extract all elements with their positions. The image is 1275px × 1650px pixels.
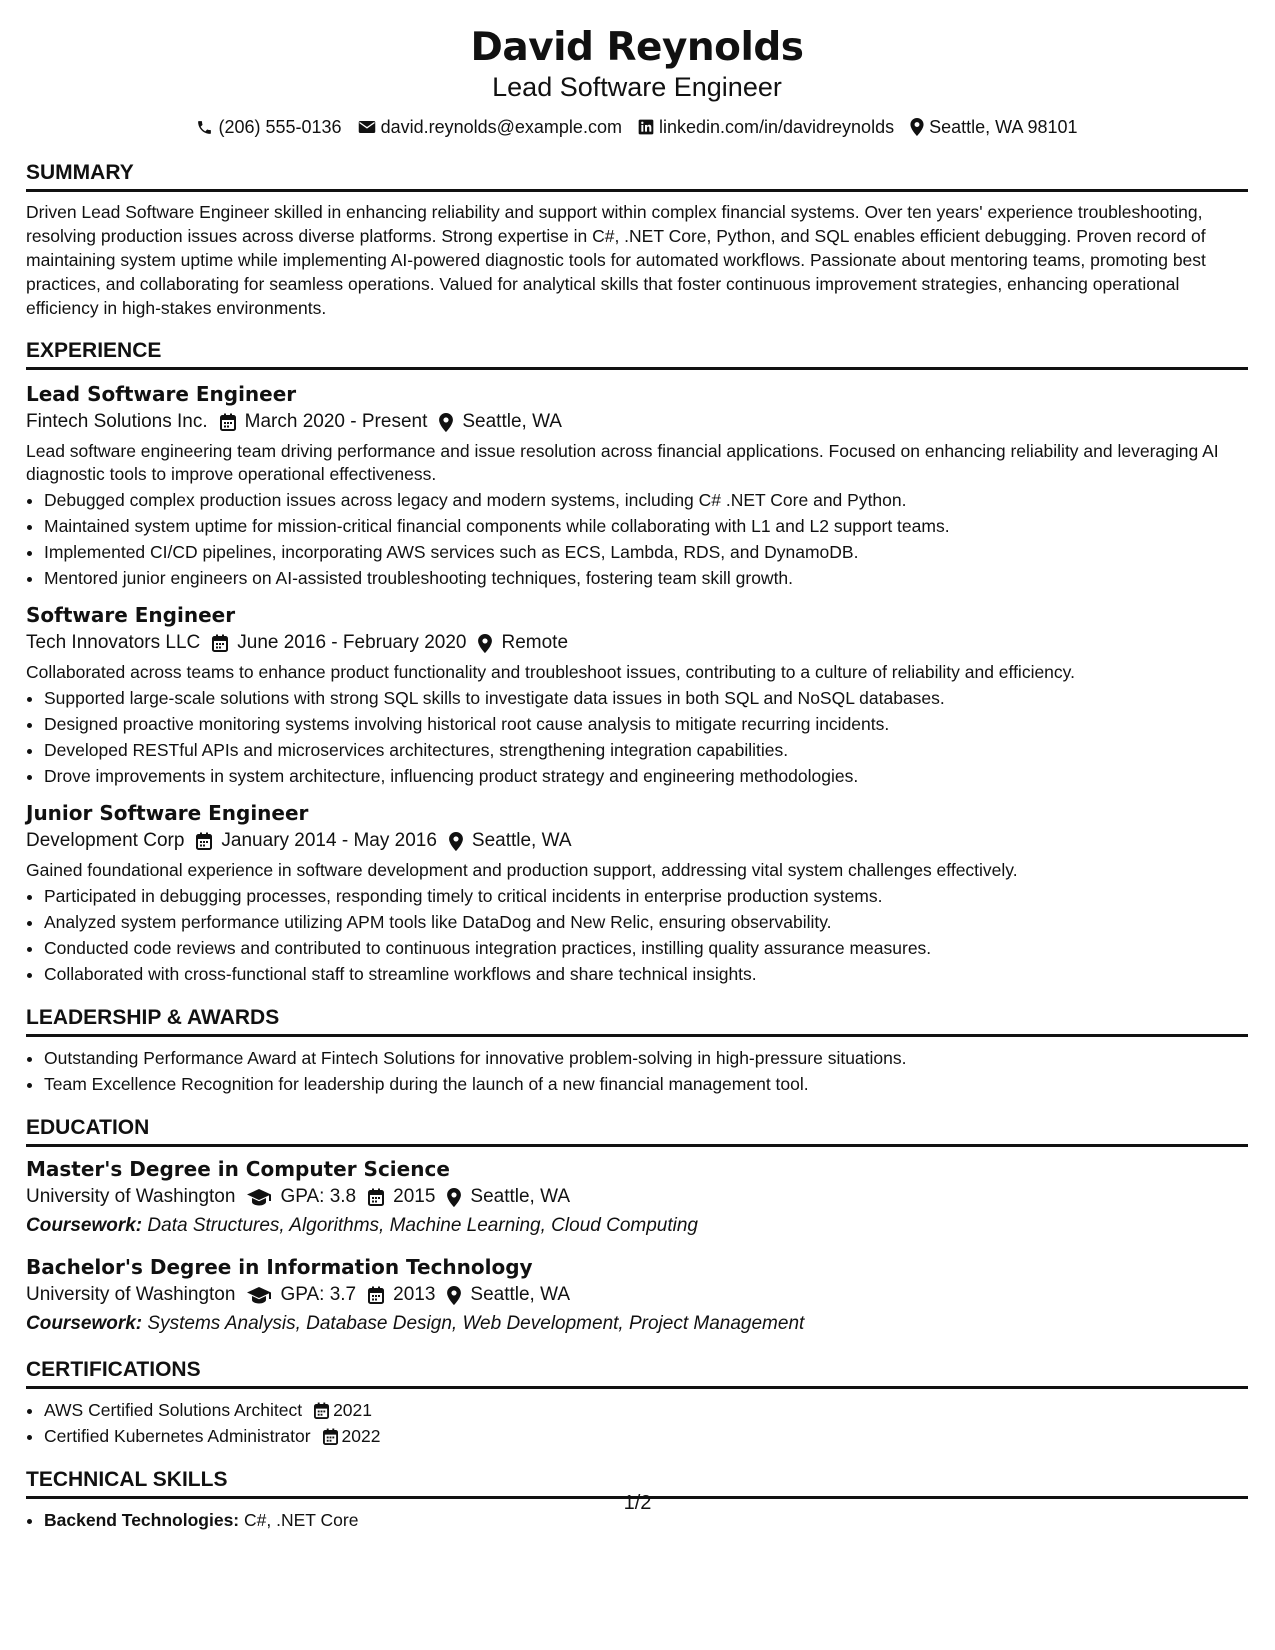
contact-bar <box>26 116 1248 138</box>
certification-year-text: 2022 <box>341 1426 381 1446</box>
job-dates-text: June 2016 - February 2020 <box>237 632 467 653</box>
education-meta <box>26 1183 1248 1211</box>
section-heading: LEADERSHIP & AWARDS <box>26 1005 1248 1037</box>
skill-category: Backend Technologies: <box>44 1510 240 1530</box>
coursework-label: Coursework: <box>26 1215 143 1236</box>
job-dates <box>196 827 436 855</box>
school-name: University of Washington <box>26 1284 236 1305</box>
section-heading: CERTIFICATIONS <box>26 1357 1248 1389</box>
summary-text: Driven Lead Software Engineer skilled in enhancing reliability and support within complex financial systems. Over ten years' experience troubleshooting, resolving production issues across diverse platforms. Strong expertise in C#, .NET Core, Python, and SQL enables efficient debugging. Proven record of maintaining system uptime while implementing AI-powered diagnostic tools for automated workflows. Passionate about mentoring teams, promoting best practices, and collaborating for seamless operations. Valued for analytical skills that foster continuous improvement strategies, enhancing operational efficiency in high-stakes environments. <box>26 202 1206 318</box>
job-bullets <box>26 685 1248 789</box>
coursework-text: Systems Analysis, Database Design, Web Development, Project Management <box>147 1313 805 1334</box>
contact-email[interactable] <box>358 116 622 138</box>
certification-year <box>323 1423 381 1449</box>
graduation-cap-icon <box>247 1189 271 1206</box>
certifications-section <box>26 1357 1248 1449</box>
job-dates-text: March 2020 - Present <box>244 411 428 432</box>
resume-header <box>26 22 1248 138</box>
contact-phone-text: (206) 555-0136 <box>218 117 342 137</box>
calendar-icon <box>323 1428 338 1445</box>
coursework <box>26 1309 1248 1339</box>
job-location <box>439 408 562 436</box>
map-pin-icon <box>478 634 492 653</box>
certification-name: • Certified Kubernetes Administrator <box>44 1426 311 1446</box>
job-bullets <box>26 487 1248 591</box>
education-meta <box>26 1281 1248 1309</box>
linkedin-icon <box>638 119 654 135</box>
skill-values: C#, .NET Core <box>244 1510 359 1530</box>
calendar-icon <box>314 1402 329 1419</box>
page-number: 1/2 <box>623 1492 652 1514</box>
list-item: • Implemented CI/CD pipelines, incorporating AWS services such as ECS, Lambda, RDS, and DynamoDB. <box>44 539 1248 565</box>
graduation-year <box>368 1183 435 1211</box>
job-location-text: Seattle, WA <box>471 830 572 851</box>
graduation-year-text: 2013 <box>393 1284 436 1305</box>
contact-location <box>910 116 1077 138</box>
education-section <box>26 1115 1248 1339</box>
awards-section <box>26 1005 1248 1097</box>
job-entry <box>26 601 1248 789</box>
job-bullets <box>26 883 1248 987</box>
section-heading: EXPERIENCE <box>26 338 1248 370</box>
list-item: • Team Excellence Recognition for leadership during the launch of a new financial management tool. <box>44 1071 1248 1097</box>
coursework <box>26 1211 1248 1241</box>
job-description: Gained foundational experience in software development and production support, addressing vital system challenges effectively. <box>26 860 1018 880</box>
job-location <box>478 629 568 657</box>
list-item: • Collaborated with cross-functional staff to streamline workflows and share technical insights. <box>44 961 1248 987</box>
list-item: • Developed RESTful APIs and microservices architectures, strengthening integration capabilities. <box>44 737 1248 763</box>
job-title: Junior Software Engineer <box>26 801 309 825</box>
school-location-text: Seattle, WA <box>470 1284 571 1305</box>
list-item <box>44 1397 1248 1423</box>
map-pin-icon <box>447 1188 461 1207</box>
job-title: Software Engineer <box>26 603 236 627</box>
experience-section <box>26 338 1248 987</box>
job-location <box>449 827 572 855</box>
calendar-icon <box>220 413 236 431</box>
calendar-icon <box>368 1188 384 1206</box>
map-pin-icon <box>447 1286 461 1305</box>
calendar-icon <box>368 1286 384 1304</box>
school-location <box>447 1183 570 1211</box>
contact-linkedin-text: linkedin.com/in/davidreynolds <box>658 117 895 137</box>
coursework-label: Coursework: <box>26 1313 143 1334</box>
graduation-cap-icon <box>247 1287 271 1304</box>
job-dates-text: January 2014 - May 2016 <box>221 830 437 851</box>
school-name: University of Washington <box>26 1186 236 1207</box>
gpa-text: GPA: 3.8 <box>280 1186 357 1207</box>
certification-year-text: 2021 <box>333 1400 373 1420</box>
envelope-icon <box>358 120 376 134</box>
job-company: Tech Innovators LLC <box>26 632 201 653</box>
list-item: • Mentored junior engineers on AI-assisted troubleshooting techniques, fostering team skill growth. <box>44 565 1248 591</box>
section-heading: SUMMARY <box>26 160 1248 192</box>
job-meta <box>26 827 1248 855</box>
degree-title: Bachelor's Degree in Information Technology <box>26 1255 533 1279</box>
contact-linkedin[interactable] <box>638 116 894 138</box>
graduation-year <box>368 1281 435 1309</box>
job-meta <box>26 629 1248 657</box>
job-dates <box>212 629 466 657</box>
school-location-text: Seattle, WA <box>470 1186 571 1207</box>
job-location-text: Seattle, WA <box>462 411 562 432</box>
phone-icon <box>196 119 213 136</box>
gpa <box>247 1281 356 1309</box>
school-location <box>447 1281 570 1309</box>
job-location-text: Remote <box>501 632 569 653</box>
job-description: Collaborated across teams to enhance product functionality and troubleshoot issues, contributing to a culture of reliability and efficiency. <box>26 662 1075 682</box>
education-entry <box>26 1253 1248 1339</box>
contact-phone[interactable] <box>196 116 341 138</box>
calendar-icon <box>196 832 212 850</box>
coursework-text: Data Structures, Algorithms, Machine Learning, Cloud Computing <box>147 1215 698 1236</box>
list-item <box>44 1423 1248 1449</box>
contact-email-text: david.reynolds@example.com <box>380 117 622 137</box>
map-pin-icon <box>910 118 924 136</box>
job-entry <box>26 380 1248 591</box>
job-company: Fintech Solutions Inc. <box>26 411 208 432</box>
awards-list <box>26 1045 1248 1097</box>
certification-year <box>314 1397 372 1423</box>
list-item: • Analyzed system performance utilizing APM tools like DataDog and New Relic, ensuring observability. <box>44 909 1248 935</box>
list-item: • Designed proactive monitoring systems involving historical root cause analysis to mitigate recurring incidents. <box>44 711 1248 737</box>
gpa-text: GPA: 3.7 <box>280 1284 357 1305</box>
calendar-icon <box>212 634 228 652</box>
certifications-list <box>26 1397 1248 1449</box>
job-title: Lead Software Engineer <box>26 382 297 406</box>
job-description: Lead software engineering team driving performance and issue resolution across financial applications. Focused on enhancing reliability and leveraging AI diagnostic tools to improve operational effectiveness. <box>26 441 1219 484</box>
section-heading: EDUCATION <box>26 1115 1248 1147</box>
section-heading: TECHNICAL SKILLS <box>26 1467 1248 1499</box>
gpa <box>247 1183 356 1211</box>
graduation-year-text: 2015 <box>393 1186 436 1207</box>
candidate-name: David Reynolds <box>470 25 804 70</box>
list-item: • Participated in debugging processes, responding timely to critical incidents in enterprise production systems. <box>44 883 1248 909</box>
job-company: Development Corp <box>26 830 185 851</box>
summary-section <box>26 160 1248 320</box>
job-meta <box>26 408 1248 436</box>
list-item: • Drove improvements in system architecture, influencing product strategy and engineering methodologies. <box>44 763 1248 789</box>
map-pin-icon <box>439 413 453 432</box>
list-item: • Outstanding Performance Award at Fintech Solutions for innovative problem-solving in high-pressure situations. <box>44 1045 1248 1071</box>
list-item: • Conducted code reviews and contributed to continuous integration practices, instilling quality assurance measures. <box>44 935 1248 961</box>
certification-name: • AWS Certified Solutions Architect <box>44 1400 303 1420</box>
list-item: • Debugged complex production issues across legacy and modern systems, including C# .NET Core and Python. <box>44 487 1248 513</box>
degree-title: Master's Degree in Computer Science <box>26 1157 450 1181</box>
education-entry <box>26 1155 1248 1241</box>
candidate-title: Lead Software Engineer <box>492 72 782 102</box>
job-dates <box>220 408 428 436</box>
job-entry <box>26 799 1248 987</box>
resume-page <box>26 0 1248 1533</box>
list-item: • Supported large-scale solutions with strong SQL skills to investigate data issues in both SQL and NoSQL databases. <box>44 685 1248 711</box>
map-pin-icon <box>449 832 463 851</box>
list-item: • Maintained system uptime for mission-critical financial components while collaborating with L1 and L2 support teams. <box>44 513 1248 539</box>
contact-location-text: Seattle, WA 98101 <box>929 117 1078 137</box>
